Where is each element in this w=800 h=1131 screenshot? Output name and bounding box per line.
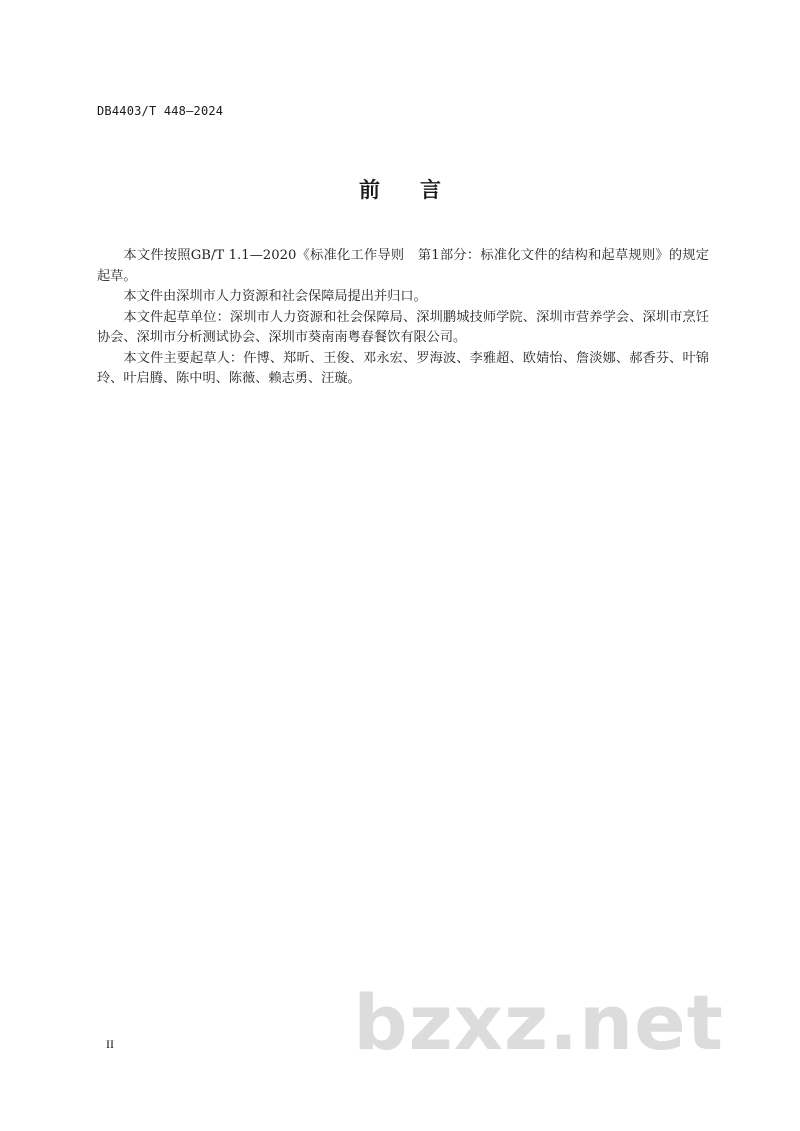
page-number: II <box>106 1037 114 1051</box>
paragraph-proposer: 本文件由深圳市人力资源和社会保障局提出并归口。 <box>123 289 427 304</box>
paragraph-drafters: 本文件主要起草人：仵博、郑昕、王俊、邓永宏、罗海波、李雅超、欧婧怡、詹淡娜、郝香芬、叶锦玲、叶启腾、陈中明、陈薇、赖志勇、汪璇。 <box>97 350 709 386</box>
watermark-logo: bzxz.net <box>353 978 724 1067</box>
document-code: DB4403/T 448—2024 <box>97 104 224 118</box>
foreword-body <box>97 246 709 390</box>
paragraph-drafting-units: 本文件起草单位：深圳市人力资源和社会保障局、深圳鹏城技师学院、深圳市营养学会、深圳市烹饪协会、深圳市分析测试协会、深圳市葵南南粤春餐饮有限公司。 <box>97 309 709 345</box>
paragraph-drafting-rules: 本文件按照GB/T 1.1—2020《标准化工作导则 第1部分：标准化文件的结构和起草规则》的规定起草。 <box>97 248 709 284</box>
page-title: 前言 <box>359 178 481 202</box>
